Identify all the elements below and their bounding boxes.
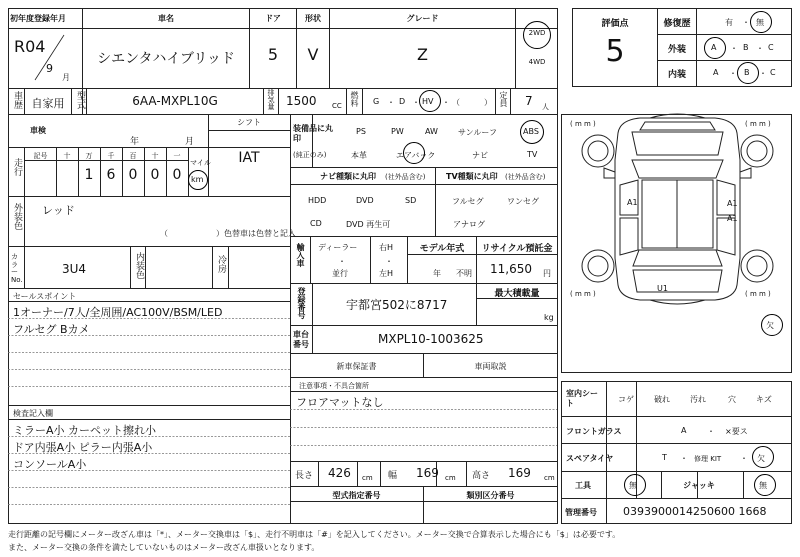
interior-c: C <box>770 68 776 77</box>
shift-label: シフト <box>237 118 261 127</box>
fuel-sep-1: ・ <box>387 98 395 107</box>
use-label: 車歴 <box>12 91 22 109</box>
height-label: 高さ <box>472 471 491 481</box>
equip-sunroof: サンルーフ <box>458 128 497 137</box>
first-reg-label: 初年度登録年月 <box>10 14 66 23</box>
grade-label: グレード <box>406 14 439 23</box>
fuel-hv: HV <box>422 97 434 106</box>
door-count: 5 <box>267 45 279 64</box>
model-label: 型式 <box>75 91 85 109</box>
capacity-unit: 人 <box>542 103 549 111</box>
inspector-line: コンソールA小 <box>13 458 87 471</box>
car-damage-diagram <box>582 114 773 304</box>
import-left-h: 左H <box>379 269 394 278</box>
tv-fullseg: フルセグ <box>452 197 484 206</box>
seat-opt: 汚れ <box>690 395 706 404</box>
damage-mark-u1: U1 <box>657 284 668 293</box>
digit-label-2: 千 <box>107 152 115 160</box>
grade-value: Z <box>417 45 428 64</box>
tv-label-note: (社外品含む) <box>505 173 546 181</box>
equip-abs: ABS <box>523 127 539 136</box>
sales-point-line: 1オーナー/7人/全周囲/AC100V/BSM/LED <box>13 306 223 319</box>
spare-kit: 修理 KIT <box>694 455 722 463</box>
tv-analog: アナログ <box>453 220 485 229</box>
exterior-sep: ・ <box>730 44 738 53</box>
navi-cd: CD <box>310 219 322 228</box>
new-car-warranty: 新車保証書 <box>336 362 377 371</box>
equip-pw: PW <box>391 127 404 136</box>
use-value: 自家用 <box>31 97 65 110</box>
equipment-label: 装備品に丸印 <box>293 124 333 144</box>
width-value: 169 <box>416 466 439 480</box>
equip-leather: 本革 <box>351 151 367 160</box>
owner-manual: 車両取説 <box>474 362 507 371</box>
registration-value: 宇都宮502に8717 <box>346 298 448 312</box>
navi-hdd: HDD <box>308 196 327 205</box>
length-unit: cm <box>362 474 373 482</box>
inspection-label: 車検 <box>30 126 46 135</box>
inspection-month: 月 <box>185 137 195 147</box>
width-unit: cm <box>445 474 456 482</box>
mileage-digit: 1 <box>84 167 94 183</box>
recycle-amount: 11,650 <box>490 262 532 276</box>
inspection-year: 年 <box>130 137 140 147</box>
exterior-sep: ・ <box>756 44 764 53</box>
repair-yes: 有 <box>725 18 733 27</box>
mgmt-label: 管理番号 <box>565 508 597 517</box>
recycle-label: リサイクル預託金 <box>481 244 553 254</box>
import-right-h: 右H <box>379 243 394 252</box>
class-number-label: 類別区分番号 <box>466 491 515 500</box>
recycle-unit: 円 <box>543 269 551 278</box>
repair-none: 無 <box>756 18 764 27</box>
seat-opt: キズ <box>756 395 772 404</box>
length-value: 426 <box>328 466 351 480</box>
drive-4wd: 4WD <box>528 58 546 66</box>
shape-label: 形状 <box>305 14 321 23</box>
spare-label: スペアタイヤ <box>566 454 614 463</box>
tools-label: 工具 <box>575 481 591 490</box>
seat-opt: 破れ <box>654 395 670 404</box>
length-label: 長さ <box>295 471 314 481</box>
digit-label-5: 一 <box>173 152 181 160</box>
glass-label: フロントガラス <box>566 427 622 436</box>
model-year-label: モデル年式 <box>419 244 465 254</box>
navi-label-note: (社外品含む) <box>385 173 426 181</box>
max-load-unit: kg <box>544 313 554 322</box>
fuel-label: 燃料 <box>350 91 359 107</box>
tools-value: 無 <box>629 481 637 490</box>
car-name-label: 車名 <box>158 14 174 23</box>
mile-label: マイル <box>190 159 211 167</box>
import-dot: ・ <box>338 257 346 266</box>
seat-label: 室内シート <box>566 389 598 409</box>
exterior-b: B <box>743 43 749 52</box>
sales-point-line: フルセグ Bカメ <box>13 323 90 336</box>
dim-mark: ( m m ) <box>745 120 771 128</box>
color-value: レッド <box>42 204 75 217</box>
door-label: ドア <box>265 14 281 23</box>
spare-sep: ・ <box>740 454 748 463</box>
glass-sep: ・ <box>707 427 715 436</box>
fuel-paren-open: （ <box>452 98 460 107</box>
jack-label: ジャッキ <box>683 481 715 490</box>
interior-a: A <box>713 68 719 77</box>
max-load-label: 最大積載量 <box>494 289 540 299</box>
inspector-label: 検査記入欄 <box>13 409 53 418</box>
color-label: 外装色 <box>12 203 22 230</box>
jack-value: 無 <box>759 481 767 490</box>
interior-sep: ・ <box>729 69 737 78</box>
exterior-label: 外装 <box>667 45 686 55</box>
glass-replace: ×要ス <box>725 427 748 436</box>
seat-opt: 穴 <box>728 395 736 404</box>
chassis-value: MXPL10-1003625 <box>378 332 484 346</box>
displacement-value: 1500 <box>286 94 317 108</box>
inspector-line: ドア内張A小 ピラー内張A小 <box>13 441 153 454</box>
exterior-a: A <box>711 43 717 52</box>
footnote-line-2: また、メーター交換の条件を満たしていないものはメーター改ざん車扱いとなります。 <box>8 543 320 552</box>
dim-mark: ( m m ) <box>745 290 771 298</box>
color-change-note: （ ）色替車は色替と記入 <box>160 229 296 238</box>
navi-dvd: DVD <box>356 196 374 205</box>
damage-mark-a1: A1 <box>627 198 638 207</box>
digit-label-0: 十 <box>63 152 71 160</box>
color-code-label: カラーNo. <box>11 253 23 285</box>
damage-mark-a1: A1 <box>727 199 738 208</box>
digit-label-1: 万 <box>85 152 93 160</box>
digit-label-3: 百 <box>129 152 137 160</box>
chassis-label: 車台番号 <box>293 330 309 349</box>
footnote-line-1: 走行距離の記号欄にメーター改ざん車は「*」、メーター交換車は「$」、走行不明車は「#」を記入してください。メーター交換で合算表示した場合にも「$」は必要です。 <box>8 530 621 539</box>
first-reg-era: R04 <box>14 37 46 56</box>
sales-point-label: セールスポイント <box>13 292 77 301</box>
month-unit: 月 <box>62 73 70 82</box>
ac-label: 冷房 <box>216 255 226 273</box>
spare-t: T <box>662 453 667 462</box>
import-parallel: 並行 <box>332 269 348 278</box>
mileage-digit: 0 <box>172 167 182 183</box>
glass-a: A <box>681 426 687 435</box>
mileage-digit: 0 <box>128 167 138 183</box>
capacity-label: 定員 <box>499 91 508 107</box>
tv-oneseg: ワンセグ <box>507 197 539 206</box>
missing-mark: 欠 <box>766 321 774 330</box>
fuel-sep-3: ・ <box>442 98 450 107</box>
mileage-symbol-label: 記号 <box>33 152 48 160</box>
shift-value: IAT <box>238 150 260 166</box>
height-unit: cm <box>544 474 555 482</box>
score-label: 評価点 <box>601 19 629 29</box>
registration-label: 登録番号 <box>297 287 306 319</box>
body-shape: V <box>307 45 319 64</box>
import-label: 輸入車 <box>296 243 305 267</box>
navi-label: ナビ種類に丸印 <box>320 172 376 181</box>
dim-mark: ( m m ) <box>570 290 596 298</box>
notes-value: フロアマットなし <box>296 396 384 409</box>
color-code-value: 3U4 <box>62 262 87 276</box>
score-value: 5 <box>605 34 625 69</box>
mileage-label: 走行 <box>12 158 22 176</box>
inspector-line: ミラーA小 カーペット擦れ小 <box>13 424 157 437</box>
km-label: km <box>191 175 204 184</box>
width-label: 幅 <box>388 471 398 481</box>
fuel-paren-close: ） <box>484 98 492 107</box>
damage-mark-a1: A1 <box>727 214 738 223</box>
interior-label: 内装 <box>667 70 686 80</box>
seat-opt: コゲ <box>618 395 634 404</box>
interior-sep: ・ <box>759 69 767 78</box>
car-name: シエンタハイブリッド <box>97 51 235 67</box>
navi-sd: SD <box>405 196 417 205</box>
mileage-digit: 6 <box>106 167 116 183</box>
capacity-value: 7 <box>525 94 533 108</box>
equip-airbag: エアバック <box>396 151 436 160</box>
repair-sep: ・ <box>742 18 750 27</box>
navi-dvd-play: DVD 再生可 <box>346 220 391 229</box>
spare-sep: ・ <box>680 454 688 463</box>
equip-ps: PS <box>356 127 366 136</box>
displacement-unit: CC <box>332 102 342 110</box>
import-dot: ・ <box>385 257 393 266</box>
digit-label-4: 十 <box>151 152 159 160</box>
equip-navi: ナビ <box>472 151 488 160</box>
notes-label: 注意事項・不具合箇所 <box>299 382 369 390</box>
model-year-year: 年 <box>433 269 441 278</box>
fuel-g: G <box>373 97 380 106</box>
dim-mark: ( m m ) <box>570 120 596 128</box>
interior-color-label: 内装色 <box>134 252 144 279</box>
exterior-c: C <box>768 43 774 52</box>
drive-2wd: 2WD <box>528 29 546 37</box>
displacement-label: 排気量 <box>267 89 275 110</box>
spare-missing: 欠 <box>757 454 765 463</box>
tv-label: TV種類に丸印 <box>446 172 498 181</box>
model-year-unknown: 不明 <box>456 269 472 278</box>
model-value: 6AA-MXPL10G <box>132 94 218 108</box>
equipment-sublabel: (純正のみ) <box>293 151 327 159</box>
import-dealer: ディーラー <box>318 243 358 252</box>
fuel-d: D <box>399 97 406 106</box>
mileage-digit: 0 <box>150 167 160 183</box>
equip-tv: TV <box>527 150 538 159</box>
repair-label: 修復歴 <box>663 19 691 29</box>
type-designation-label: 型式指定番号 <box>332 491 381 500</box>
fuel-sep-2: ・ <box>412 98 420 107</box>
first-reg-month: 9 <box>46 62 53 75</box>
interior-b: B <box>744 68 750 77</box>
mgmt-value: 0393900014250600 1668 <box>623 505 767 518</box>
equip-aw: AW <box>425 127 438 136</box>
height-value: 169 <box>508 466 531 480</box>
